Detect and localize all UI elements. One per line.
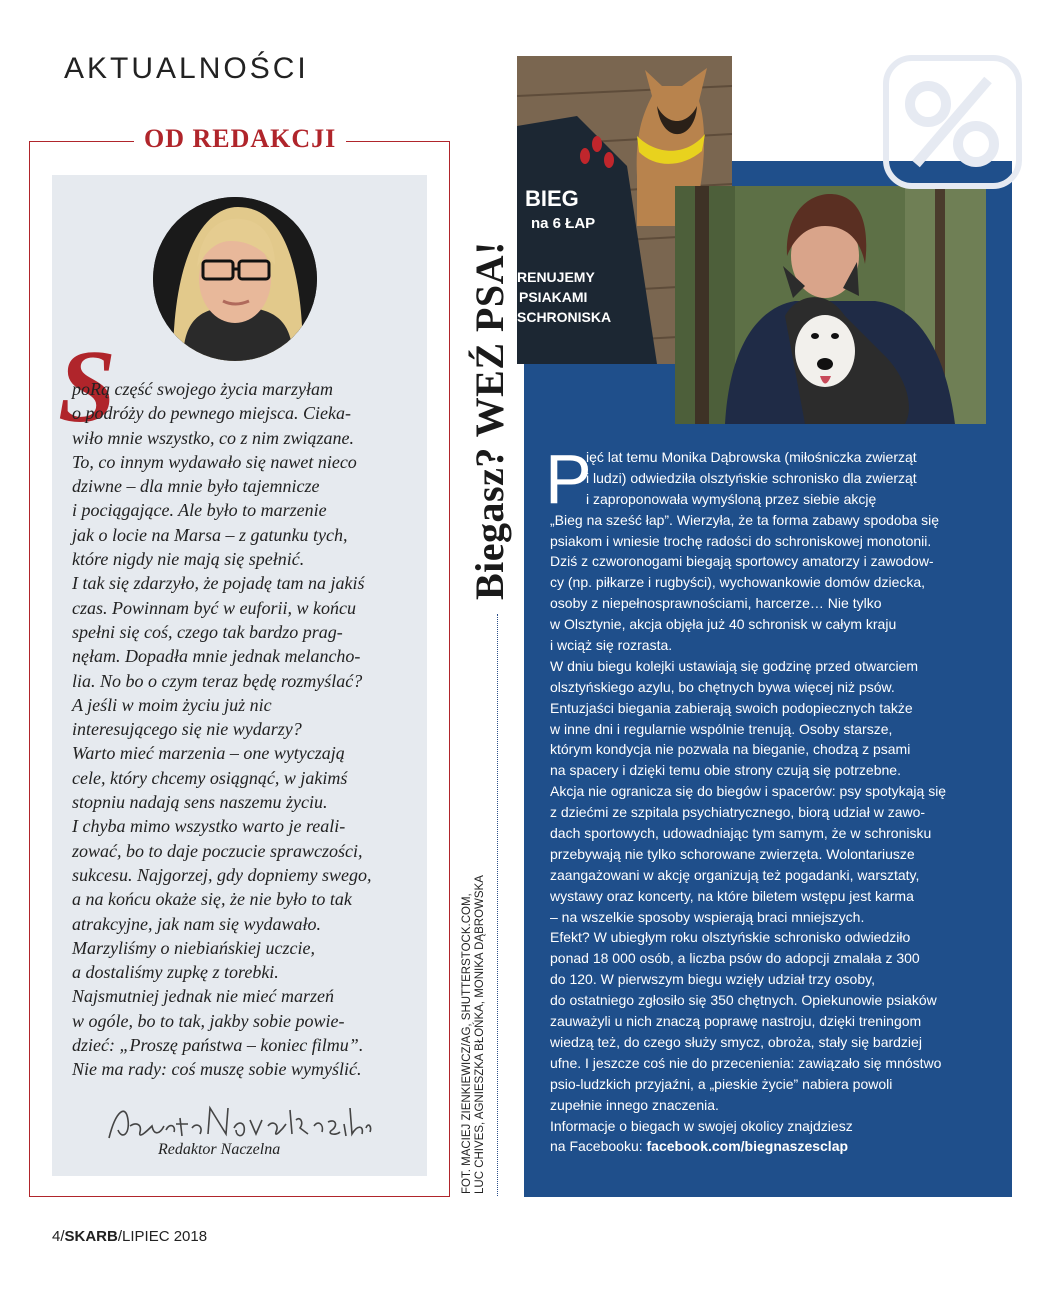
page-number: 4/ xyxy=(52,1228,65,1245)
photo-credit xyxy=(461,875,487,1194)
article-line: którym kondycja nie pozwala na bieganie, chodzą z psami xyxy=(550,741,911,758)
shirt-text-2: na 6 ŁAP xyxy=(531,215,596,232)
editorial-text xyxy=(72,377,417,1082)
article-line: Akcja nie ogranicza się do biegów i spacerów: psy spotykają się xyxy=(550,783,947,800)
editorial-line: spełni się coś, czego tak bardzo prag- xyxy=(72,621,343,642)
article-line: wystawy oraz koncerty, na które biletem wstępu jest karma xyxy=(550,887,914,904)
article-line: psiakom i wniesie trochę radości do schroniskowej monotonii. xyxy=(550,532,932,549)
article-line: zauważyli u nich znaczą poprawę nastroju, dzięki treningom xyxy=(550,1013,922,1030)
article-line: Informacje o biegach w swojej okolicy znajdziesz xyxy=(550,1117,853,1134)
article-line: do ostatniego zgłosiło się 350 chętnych. Opiekunowie psiaków xyxy=(550,992,937,1009)
editorial-line: To, co innym wydawało się nawet nieco xyxy=(72,451,357,472)
page-footer xyxy=(52,1228,207,1245)
editorial-line: stopniu nadają sens naszemu życiu. xyxy=(72,792,328,813)
editorial-line: w ogóle, bo to tak, jakby sobie powie- xyxy=(72,1010,345,1031)
editorial-line: o podróży do pewnego miejsca. Cieka- xyxy=(72,403,351,424)
article-line: i zaproponowała wymyśloną przez siebie akcję xyxy=(586,490,877,507)
editor-avatar xyxy=(153,197,317,361)
article-line: w Olsztynie, akcja objęła już 40 schronisk w całym kraju xyxy=(550,616,897,633)
editorial-line: zować, bo to daje poczucie sprawczości, xyxy=(72,840,363,861)
editorial-line: Marzyliśmy o niebiańskiej uczcie, xyxy=(72,937,315,958)
article-text xyxy=(550,447,990,1157)
photo-woman-with-husky xyxy=(675,186,986,424)
editorial-line: a dostaliśmy zupkę z torebki. xyxy=(72,962,279,983)
issue-date: /LIPIEC 2018 xyxy=(117,1228,208,1245)
editorial-line: i pociągające. Ale było to marzenie xyxy=(72,500,327,521)
article-line: dach sportowych, udowadniając tym samym, że w schronisku xyxy=(550,825,932,842)
editorial-line: atrakcyjne, jak nam się wydawało. xyxy=(72,913,321,934)
facebook-prefix: na Facebooku: xyxy=(550,1138,647,1155)
editorial-line: I chyba mimo wszystko warto je reali- xyxy=(72,816,346,837)
article-dropcap: P xyxy=(545,440,592,518)
editorial-line: nęłam. Dopadła mnie jednak melancho- xyxy=(72,646,361,667)
editorial-line: a na końcu okaże się, że nie było to tak xyxy=(72,889,352,910)
editorial-heading: OD REDAKCJI xyxy=(134,124,346,154)
photo-credit-line-1: FOT. MACIEJ ZIENKIEWICZ/AG, SHUTTERSTOCK.COM, xyxy=(461,893,473,1194)
editor-signature xyxy=(104,1100,374,1145)
article-line: przebywają nie tylko schorowane zwierzęta. Wolontariusze xyxy=(550,845,915,862)
headline-divider xyxy=(497,614,498,1196)
article-headline: Biegasz? WEŹ PSA! xyxy=(467,241,512,600)
editorial-line: wiło mnie wszystko, co z nim związane. xyxy=(72,427,354,448)
editorial-line: które nigdy nie mają się spełnić. xyxy=(72,549,305,570)
article-line: ufne. I jeszcze coś nie do przecenienia: zawiązało się mnóstwo xyxy=(550,1054,942,1071)
article-line: cy (np. piłkarze i rugbyści), wychowankowie domów dziecka, xyxy=(550,574,926,591)
article-line: „Bieg na sześć łap”. Wierzyła, że ta forma zabawy spodoba się xyxy=(550,511,940,528)
article-line: psio-ludzkich przyjaźni, a „pieskie życie” nabiera powoli xyxy=(550,1075,893,1092)
article-line: zupełnie innego znaczenia. xyxy=(550,1096,719,1113)
photo-credit-line-2: LUC CHIVES, AGNIESZKA BŁOŃKA, MONIKA DĄBROWSKA xyxy=(474,875,486,1194)
article-line: i ludzi) odwiedziła olsztyńskie schronisko dla zwierząt xyxy=(586,469,917,486)
article-line: osoby z niepełnosprawnościami, harcerze… Nie tylko xyxy=(550,595,882,612)
article-line: i wciąż się rozrasta. xyxy=(550,637,673,654)
signature-role: Redaktor Naczelna xyxy=(158,1141,281,1158)
editorial-line: lia. No bo o czym teraz będę rozmyślać? xyxy=(72,670,363,691)
article-line: do 120. W pierwszym biegu wzięły udział trzy osoby, xyxy=(550,971,875,988)
editorial-line: Najsmutniej jednak nie mieć marzeń xyxy=(72,986,334,1007)
article-line: olsztyńskiego azylu, bo chętnych bywa więcej niż psów. xyxy=(550,678,895,695)
shirt-text-3: RENUJEMY xyxy=(517,269,595,285)
article-line: Entuzjaści biegania zabierają swoich podopiecznych także xyxy=(550,699,913,716)
article-line: wiedzą też, do czego służy smycz, obroża, stały się bardziej xyxy=(550,1033,922,1050)
editorial-line: dziwne – dla mnie było tajemnicze xyxy=(72,476,320,497)
section-title: AKTUALNOŚCI xyxy=(64,52,309,85)
editorial-line: jak o locie na Marsa – z gatunku tych, xyxy=(72,524,348,545)
editorial-line: Nie ma rady: coś muszę sobie wymyślić. xyxy=(72,1059,362,1080)
article-line: W dniu biegu kolejki ustawiają się godzinę przed otwarciem xyxy=(550,657,919,674)
article-line xyxy=(550,1136,990,1157)
editorial-dropcap: S xyxy=(58,329,116,444)
shirt-text-1: BIEG xyxy=(525,186,579,211)
article-line: w inne dni i regularnie wspólnie trenują. Osoby starsze, xyxy=(550,720,893,737)
magazine-brand: SKARB xyxy=(64,1228,118,1245)
percent-badge-icon xyxy=(880,52,1025,192)
article-line: zaangażowani w akcję organizują też pogadanki, warsztaty, xyxy=(550,866,920,883)
editorial-line: I tak się zdarzyło, że pojadę tam na jakiś xyxy=(72,573,365,594)
editorial-line: dzieć: „Proszę państwa – koniec filmu”. xyxy=(72,1035,364,1056)
editorial-line: A jeśli w moim życiu już nic xyxy=(72,694,272,715)
article-line: – na wszelkie sposoby wspierają braci mniejszych. xyxy=(550,908,865,925)
article-line: ięć lat temu Monika Dąbrowska (miłośniczka zwierząt xyxy=(586,449,917,465)
shirt-text-5: SCHRONISKA xyxy=(517,309,612,325)
editorial-line: cele, który chcemy osiągnąć, w jakimś xyxy=(72,767,348,788)
article-line: Efekt? W ubiegłym roku olsztyńskie schronisko odwiedziło xyxy=(550,929,911,946)
editorial-line: interesującego się nie wydarzy? xyxy=(72,719,302,740)
editorial-line: czas. Powinnam być w euforii, w końcu xyxy=(72,597,356,618)
editorial-line: Warto mieć marzenia – one wytyczają xyxy=(72,743,345,764)
editorial-line: poRą część swojego życia marzyłam xyxy=(72,379,333,399)
article-line: z dziećmi ze szpitala psychiatrycznego, biorą udział w zawo- xyxy=(550,804,926,821)
article-line: na spacery i dzięki temu obie strony czują się potrzebne. xyxy=(550,762,901,779)
article-line: ponad 18 000 osób, a liczba psów do adopcji zmalała z 300 xyxy=(550,950,920,967)
editorial-line: sukcesu. Najgorzej, gdy dopniemy swego, xyxy=(72,864,372,885)
facebook-link[interactable]: facebook.com/biegnaszesclap xyxy=(646,1138,849,1155)
article-line: Dziś z czworonogami biegają sportowcy amatorzy i zawodow- xyxy=(550,553,934,570)
shirt-text-4: PSIAKAMI xyxy=(519,289,588,305)
